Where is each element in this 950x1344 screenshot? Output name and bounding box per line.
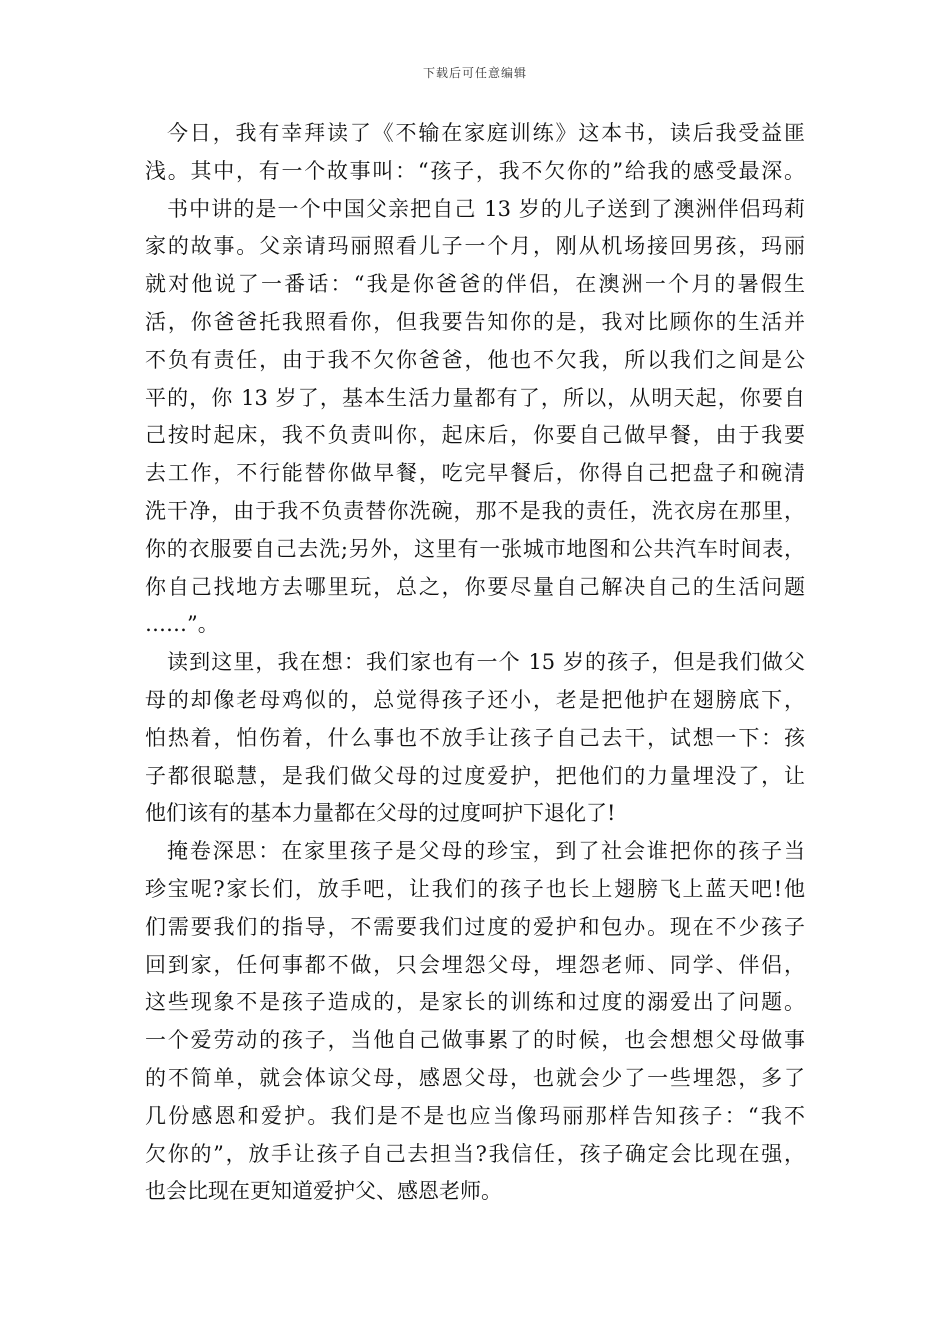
text-line: 掩卷深思：在家里孩子是父母的珍宝，到了社会谁把你的孩子当 [167, 839, 805, 864]
text-line: 欠你的”，放手让孩子自己去担当?我信任，孩子确定会比现在强， [145, 1141, 805, 1166]
paragraph [145, 833, 805, 1211]
paragraph [145, 644, 805, 833]
text-line: 几份感恩和爱护。我们是不是也应当像玛丽那样告知孩子：“我不 [145, 1103, 805, 1128]
text-line: 就对他说了一番话：“我是你爸爸的伴侣，在澳洲一个月的暑假生 [145, 272, 805, 297]
paragraph [145, 191, 805, 645]
text-line: 今日，我有幸拜读了《不输在家庭训练》这本书，读后我受益匪 [167, 121, 805, 145]
text-line: 一个爱劳动的孩子，当他自己做事累了的时候，也会想想父母做事 [145, 1028, 805, 1053]
text-line: 活，你爸爸托我照看你，但我要告知你的是，我对比顾你的生活并 [145, 309, 805, 334]
text-line: 子都很聪慧，是我们做父母的过度爱护，把他们的力量埋没了，让 [145, 763, 805, 788]
text-line: 洗干净，由于我不负责替你洗碗，那不是我的责任，洗衣房在那里， [145, 498, 805, 523]
text-line: 不负有责任，由于我不欠你爸爸，他也不欠我，所以我们之间是公 [145, 347, 805, 372]
text-line: 们需要我们的指导，不需要我们过度的爱护和包办。现在不少孩子 [145, 914, 805, 939]
paragraph [145, 115, 805, 191]
page-header: 下载后可任意编辑 [422, 66, 527, 80]
text-line: 母的却像老母鸡似的，总觉得孩子还小，老是把他护在翅膀底下， [145, 687, 805, 712]
text-line: 你的衣服要自己去洗;另外，这里有一张城市地图和公共汽车时间表， [145, 536, 805, 561]
text-line: 读到这里，我在想：我们家也有一个 15 岁的孩子，但是我们做父 [167, 650, 805, 675]
text-line: 书中讲的是一个中国父亲把自己 13 岁的儿子送到了澳洲伴侣玛莉 [167, 196, 805, 221]
text-line: 怕热着，怕伤着，什么事也不放手让孩子自己去干，试想一下：孩 [145, 725, 805, 750]
text-line: 己按时起床，我不负责叫你，起床后，你要自己做早餐，由于我要 [145, 423, 805, 448]
text-line: 的不简单，就会体谅父母，感恩父母，也就会少了一些埋怨，多了 [145, 1065, 805, 1090]
document-body [145, 115, 805, 1211]
text-line: 浅。其中，有一个故事叫：“孩子，我不欠你的”给我的感受最深。 [145, 158, 805, 183]
text-line: 家的故事。父亲请玛丽照看儿子一个月，刚从机场接回男孩，玛丽 [145, 234, 805, 259]
text-line: 也会比现在更知道爱护父、感恩老师。 [145, 1179, 502, 1204]
text-line: 珍宝呢?家长们，放手吧，让我们的孩子也长上翅膀飞上蓝天吧!他 [145, 876, 805, 901]
text-line: 平的，你 13 岁了，基本生活力量都有了，所以，从明天起，你要自 [145, 385, 805, 410]
text-line: 回到家，任何事都不做，只会埋怨父母，埋怨老师、同学、伴侣， [145, 952, 805, 977]
text-line: 这些现象不是孩子造成的，是家长的训练和过度的溺爱出了问题。 [145, 990, 805, 1015]
text-line: 他们该有的基本力量都在父母的过度呵护下退化了! [145, 801, 616, 826]
text-line: 去工作，不行能替你做早餐，吃完早餐后，你得自己把盘子和碗清 [145, 461, 805, 486]
text-line: 你自己找地方去哪里玩，总之，你要尽量自己解决自己的生活问题 [145, 574, 805, 599]
text-line: ……”。 [145, 612, 219, 637]
